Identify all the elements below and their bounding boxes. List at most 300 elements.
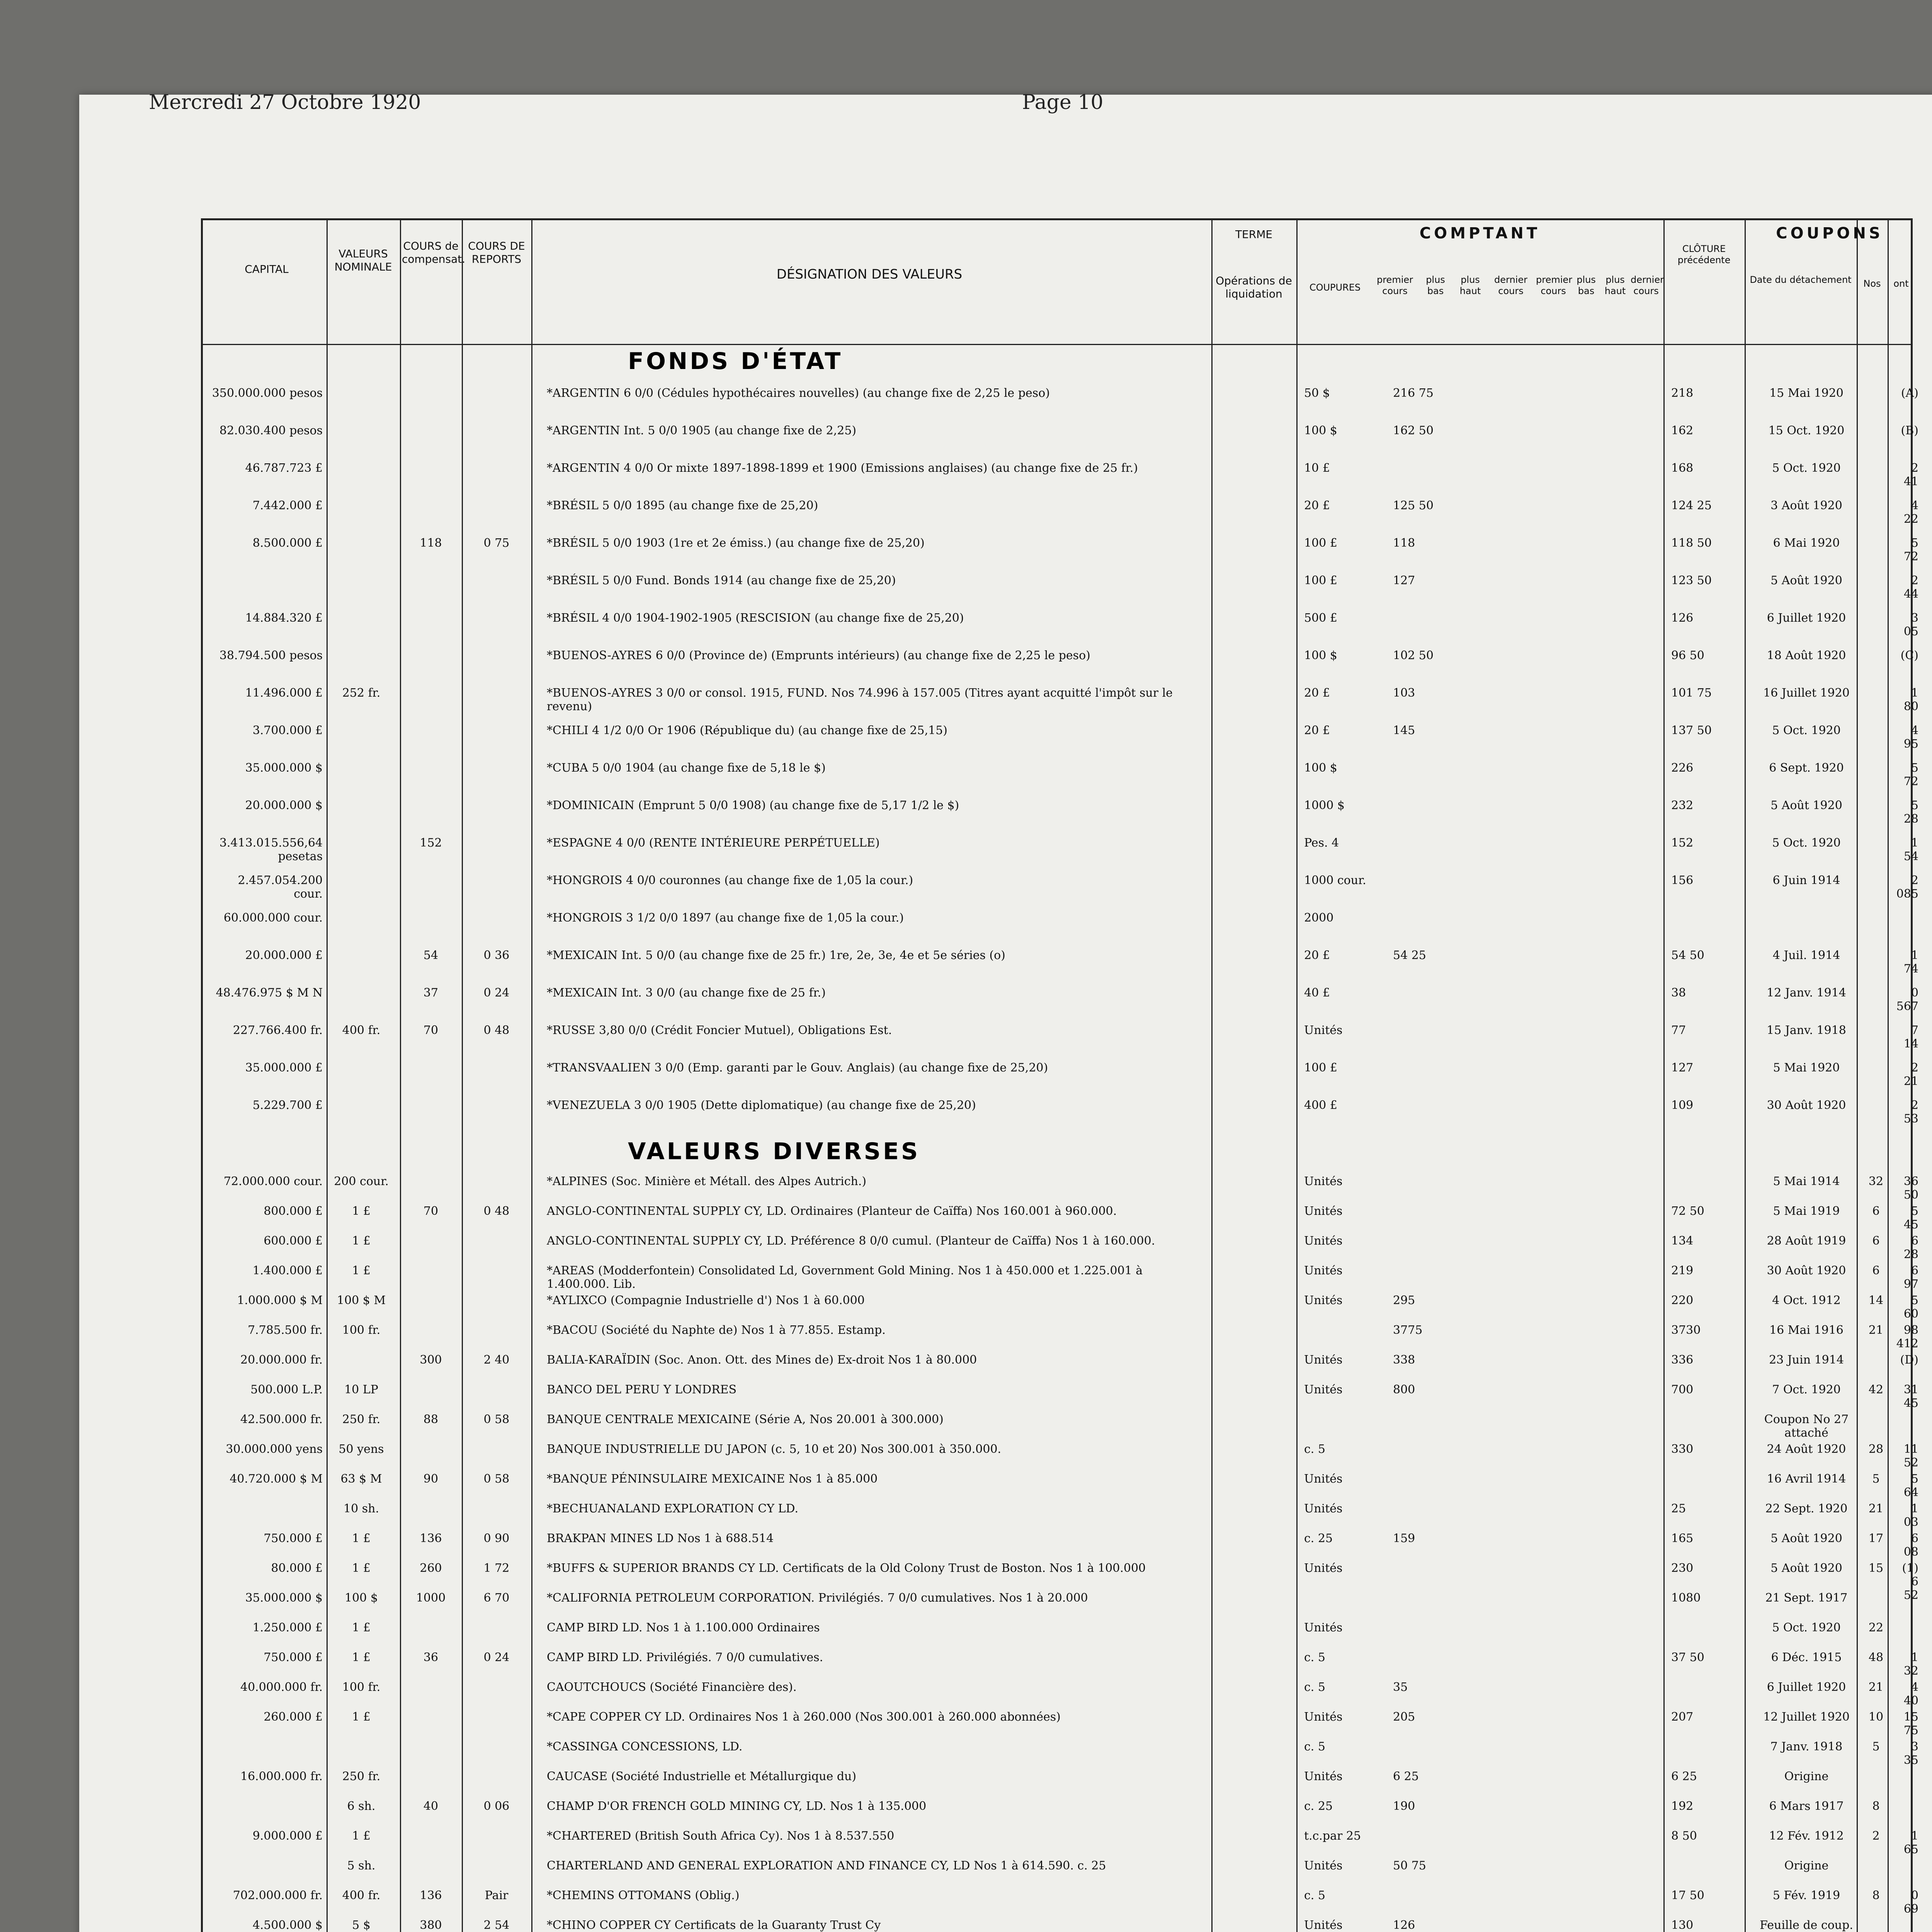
cell-cl: 152 bbox=[1671, 836, 1694, 850]
cell-cou: 50 $ bbox=[1304, 386, 1330, 400]
cell-nom: 5 $ bbox=[352, 1918, 371, 1932]
issue-date: Mercredi 27 Octobre 1920 bbox=[149, 91, 421, 114]
cell-pc: 50 75 bbox=[1393, 1859, 1426, 1872]
cell-cl: 126 bbox=[1671, 611, 1694, 625]
cell-pc: 190 bbox=[1393, 1799, 1415, 1813]
cell-cou: Pes. 4 bbox=[1304, 836, 1339, 850]
cell-cou: Unités bbox=[1304, 1561, 1343, 1575]
cell-nn: 14 bbox=[1868, 1294, 1884, 1307]
cell-nom: 50 yens bbox=[338, 1442, 384, 1456]
table-row bbox=[203, 1264, 1918, 1295]
table-row bbox=[203, 986, 1918, 1017]
cell-cr: 2 40 bbox=[483, 1353, 510, 1367]
col-dernier-cours: dernier cours bbox=[1494, 274, 1527, 296]
cell-cl: 226 bbox=[1671, 761, 1694, 775]
cell-cou: t.c.par 25 bbox=[1304, 1829, 1361, 1843]
cell-pc: 145 bbox=[1393, 724, 1415, 737]
cell-dt: 7 Janv. 1918 bbox=[1770, 1740, 1843, 1753]
cell-des: *AYLIXCO (Compagnie Industrielle d') Nos 1 à 60.000 bbox=[547, 1294, 865, 1307]
cell-cou: c. 5 bbox=[1304, 1442, 1325, 1456]
cell-nom: 63 $ M bbox=[340, 1472, 382, 1486]
cell-nn: 22 bbox=[1868, 1621, 1884, 1634]
cell-des: *CHARTERED (British South Africa Cy). Nos 1 à 8.537.550 bbox=[547, 1829, 895, 1843]
cell-des: *BRÉSIL 5 0/0 1895 (au change fixe de 25,20) bbox=[547, 499, 818, 512]
cell-cl: 38 bbox=[1671, 986, 1686, 1000]
table-row bbox=[203, 1323, 1918, 1354]
cell-nn: 48 bbox=[1868, 1651, 1884, 1664]
cell-dt: 30 Août 1920 bbox=[1767, 1099, 1846, 1112]
cell-cou: Unités bbox=[1304, 1770, 1343, 1783]
cell-nom: 100 $ M bbox=[337, 1294, 386, 1307]
cell-nn: 8 bbox=[1872, 1889, 1880, 1902]
cell-des: *ALPINES (Soc. Minière et Métall. des Alpes Autrich.) bbox=[547, 1175, 867, 1188]
cell-cc: 37 bbox=[423, 986, 439, 1000]
cell-des: *BECHUANALAND EXPLORATION CY LD. bbox=[547, 1502, 798, 1515]
cell-cr: 0 24 bbox=[483, 986, 510, 1000]
cell-mt: 36 50 bbox=[1903, 1175, 1918, 1202]
cell-mt: 5 60 bbox=[1903, 1294, 1918, 1321]
cell-cap: 600.000 £ bbox=[264, 1234, 323, 1248]
cell-nom: 1 £ bbox=[352, 1532, 371, 1545]
cell-cap: 40.720.000 $ M bbox=[230, 1472, 323, 1486]
cell-cap: 46.787.723 £ bbox=[245, 461, 323, 475]
cell-nom: 6 sh. bbox=[347, 1799, 376, 1813]
cell-cc: 118 bbox=[420, 536, 442, 550]
cell-cap: 35.000.000 $ bbox=[245, 761, 323, 775]
cell-des: *CHEMINS OTTOMANS (Oblig.) bbox=[547, 1889, 740, 1902]
cell-dt: 5 Fév. 1919 bbox=[1772, 1889, 1840, 1902]
cell-pc: 125 50 bbox=[1393, 499, 1434, 512]
cell-cap: 8.500.000 £ bbox=[252, 536, 323, 550]
cell-dt: 12 Fév. 1912 bbox=[1769, 1829, 1844, 1843]
table-row bbox=[203, 536, 1918, 567]
cell-cap: 350.000.000 pesos bbox=[212, 386, 323, 400]
cell-nom: 5 sh. bbox=[347, 1859, 376, 1872]
cell-cl: 156 bbox=[1671, 874, 1694, 887]
cell-cr: 0 58 bbox=[483, 1413, 510, 1426]
cell-cl: 218 bbox=[1671, 386, 1694, 400]
cell-cou: 1000 $ bbox=[1304, 799, 1345, 812]
cell-cl: 192 bbox=[1671, 1799, 1694, 1813]
table-row bbox=[203, 386, 1918, 417]
table-row bbox=[203, 1502, 1918, 1533]
cell-cl: 72 50 bbox=[1671, 1204, 1704, 1218]
cell-cou: 100 $ bbox=[1304, 424, 1337, 437]
cell-dt: 22 Sept. 1920 bbox=[1765, 1502, 1848, 1515]
cell-cou: 100 £ bbox=[1304, 1061, 1337, 1075]
cell-dt: 4 Oct. 1912 bbox=[1772, 1294, 1841, 1307]
cell-pc: 800 bbox=[1393, 1383, 1415, 1396]
cell-dt: 12 Juillet 1920 bbox=[1763, 1710, 1850, 1724]
cell-dt: 5 Oct. 1920 bbox=[1772, 1621, 1841, 1634]
cell-dt: 12 Janv. 1914 bbox=[1767, 986, 1846, 1000]
cell-dt: 6 Déc. 1915 bbox=[1771, 1651, 1842, 1664]
table-row bbox=[203, 911, 1911, 942]
col-capital: CAPITAL bbox=[245, 263, 289, 276]
cell-dt: 5 Mai 1919 bbox=[1773, 1204, 1840, 1218]
cell-des: BANQUE INDUSTRIELLE DU JAPON (c. 5, 10 et 20) Nos 300.001 à 350.000. bbox=[547, 1442, 1002, 1456]
header-divider bbox=[203, 344, 1911, 345]
table-row bbox=[203, 611, 1918, 642]
cell-mt: 2 41 bbox=[1903, 461, 1918, 488]
cell-cou: 100 $ bbox=[1304, 761, 1337, 775]
col-dernier-cours-2: dernier cours bbox=[1631, 274, 1664, 296]
table-row bbox=[203, 1204, 1918, 1235]
cell-cou: 40 £ bbox=[1304, 986, 1330, 1000]
col-coupures: COUPURES bbox=[1309, 282, 1361, 293]
table-row bbox=[203, 1383, 1918, 1414]
cell-mt: 15 75 bbox=[1903, 1710, 1918, 1737]
cell-cr: Pair bbox=[485, 1889, 509, 1902]
col-operations: Opérations de liquidation bbox=[1216, 274, 1292, 300]
table-row bbox=[203, 1472, 1918, 1503]
cell-dt: 28 Août 1919 bbox=[1767, 1234, 1846, 1248]
cell-cap: 3.413.015.556,64 pesetas bbox=[219, 836, 323, 863]
cell-nom: 1 £ bbox=[352, 1264, 371, 1277]
cell-cc: 90 bbox=[423, 1472, 439, 1486]
cell-cap: 16.000.000 fr. bbox=[240, 1770, 323, 1783]
cell-des: *HONGROIS 4 0/0 couronnes (au change fixe de 1,05 la cour.) bbox=[547, 874, 913, 887]
cell-dt: 15 Mai 1920 bbox=[1769, 386, 1844, 400]
cell-nom: 1 £ bbox=[352, 1561, 371, 1575]
cell-mt: 5 72 bbox=[1903, 536, 1918, 563]
cell-pc: 118 bbox=[1393, 536, 1415, 550]
table-row bbox=[203, 1829, 1918, 1860]
cell-cr: 2 54 bbox=[483, 1918, 510, 1932]
cell-nom: 200 cour. bbox=[334, 1175, 389, 1188]
cell-mt: 2 085 bbox=[1896, 874, 1918, 901]
cell-dt: 21 Sept. 1917 bbox=[1765, 1591, 1848, 1605]
table-row bbox=[203, 1591, 1911, 1622]
cell-cc: 54 bbox=[423, 949, 439, 962]
col-cours-reports: COURS DE REPORTS bbox=[468, 240, 525, 265]
cell-mt: 7 14 bbox=[1903, 1024, 1918, 1051]
cell-des: *ESPAGNE 4 0/0 (RENTE INTÉRIEURE PERPÉTUELLE) bbox=[547, 836, 880, 850]
table-row bbox=[203, 1061, 1918, 1092]
cell-cl: 336 bbox=[1671, 1353, 1694, 1367]
cell-cou: c. 25 bbox=[1304, 1799, 1333, 1813]
cell-mt: 1 80 bbox=[1903, 686, 1918, 713]
cell-des: ANGLO-CONTINENTAL SUPPLY CY, LD. Préférence 8 0/0 cumul. (Planteur de Caïffa) Nos 1 à 160.000. bbox=[547, 1234, 1155, 1248]
cell-dt: Origine bbox=[1784, 1859, 1829, 1872]
table-row bbox=[203, 1799, 1911, 1830]
cell-cr: 0 24 bbox=[483, 1651, 510, 1664]
table-row bbox=[203, 1710, 1918, 1741]
table-row bbox=[203, 874, 1918, 905]
table-row bbox=[203, 649, 1918, 680]
cell-pc: 103 bbox=[1393, 686, 1415, 700]
cell-dt: 5 Oct. 1920 bbox=[1772, 724, 1841, 737]
cell-cc: 152 bbox=[420, 836, 442, 850]
cell-cc: 136 bbox=[420, 1532, 442, 1545]
cell-cap: 750.000 £ bbox=[264, 1532, 323, 1545]
cell-cl: 101 75 bbox=[1671, 686, 1712, 700]
cell-cc: 70 bbox=[423, 1204, 439, 1218]
col-cours-compensat: COURS de compensat. bbox=[402, 240, 466, 265]
cell-cap: 800.000 £ bbox=[264, 1204, 323, 1218]
cell-cap: 82.030.400 pesos bbox=[219, 424, 323, 437]
cell-dt: 5 Août 1920 bbox=[1770, 1561, 1842, 1575]
cell-cl: 37 50 bbox=[1671, 1651, 1704, 1664]
cell-dt: 6 Juillet 1920 bbox=[1767, 1680, 1846, 1694]
cell-cr: 0 75 bbox=[483, 536, 510, 550]
cell-des: BANQUE CENTRALE MEXICAINE (Série A, Nos 20.001 à 300.000) bbox=[547, 1413, 944, 1426]
cell-dt: 5 Mai 1920 bbox=[1773, 1061, 1840, 1075]
cell-nn: 2 bbox=[1872, 1829, 1880, 1843]
cell-dt: 4 Juil. 1914 bbox=[1772, 949, 1840, 962]
cell-des: CAMP BIRD LD. Nos 1 à 1.100.000 Ordinaires bbox=[547, 1621, 820, 1634]
cell-cap: 20.000.000 £ bbox=[245, 949, 323, 962]
cell-nn: 10 bbox=[1868, 1710, 1884, 1724]
cell-des: *BUENOS-AYRES 6 0/0 (Province de) (Emprunts intérieurs) (au change fixe de 2,25 le peso) bbox=[547, 649, 1090, 662]
cell-cou: c. 5 bbox=[1304, 1740, 1325, 1753]
cell-cou: 20 £ bbox=[1304, 949, 1330, 962]
cell-pc: 205 bbox=[1393, 1710, 1415, 1724]
cell-dt: Coupon No 27 attaché bbox=[1764, 1413, 1849, 1440]
cell-cap: 260.000 £ bbox=[264, 1710, 323, 1724]
cell-cap: 1.250.000 £ bbox=[252, 1621, 323, 1634]
cell-des: *CALIFORNIA PETROLEUM CORPORATION. Privilégiés. 7 0/0 cumulatives. Nos 1 à 20.000 bbox=[547, 1591, 1088, 1605]
cell-cou: 100 £ bbox=[1304, 536, 1337, 550]
cell-dt: 15 Janv. 1918 bbox=[1767, 1024, 1846, 1037]
cell-cap: 7.442.000 £ bbox=[252, 499, 323, 512]
cell-cap: 60.000.000 cour. bbox=[223, 911, 323, 925]
table-row bbox=[203, 949, 1918, 980]
table-row bbox=[203, 1918, 1911, 1932]
cell-nn: 15 bbox=[1868, 1561, 1884, 1575]
cell-cc: 136 bbox=[420, 1889, 442, 1902]
cell-cl: 8 50 bbox=[1671, 1829, 1697, 1843]
cell-cl: 96 50 bbox=[1671, 649, 1704, 662]
cell-cou: c. 5 bbox=[1304, 1651, 1325, 1664]
cell-pc: 216 75 bbox=[1393, 386, 1434, 400]
cell-dt: 5 Oct. 1920 bbox=[1772, 836, 1841, 850]
cell-nom: 400 fr. bbox=[342, 1889, 381, 1902]
cell-cap: 1.000.000 $ M bbox=[237, 1294, 323, 1307]
cell-des: BALIA-KARAÏDIN (Soc. Anon. Ott. des Mines de) Ex-droit Nos 1 à 80.000 bbox=[547, 1353, 977, 1367]
cell-des: *ARGENTIN 4 0/0 Or mixte 1897-1898-1899 et 1900 (Emissions anglaises) (au change fixe de 25 fr.) bbox=[547, 461, 1138, 475]
cell-cap: 702.000.000 fr. bbox=[233, 1889, 323, 1902]
cell-des: CHARTERLAND AND GENERAL EXPLORATION AND FINANCE CY, LD Nos 1 à 614.590. c. 25 bbox=[547, 1859, 1106, 1872]
cell-mt: 98 412 bbox=[1896, 1323, 1918, 1350]
cell-dt: 5 Août 1920 bbox=[1770, 799, 1842, 812]
cell-nom: 400 fr. bbox=[342, 1024, 381, 1037]
cell-cou: Unités bbox=[1304, 1024, 1343, 1037]
table-row bbox=[203, 686, 1918, 717]
cell-cap: 1.400.000 £ bbox=[252, 1264, 323, 1277]
table-row bbox=[203, 499, 1918, 530]
cell-cou: Unités bbox=[1304, 1353, 1343, 1367]
cell-nom: 1 £ bbox=[352, 1651, 371, 1664]
cell-nom: 252 fr. bbox=[342, 686, 381, 700]
cell-dt: 6 Juillet 1920 bbox=[1767, 611, 1846, 625]
cell-des: *CHINO COPPER CY Certificats de la Guaranty Trust Cy bbox=[547, 1918, 881, 1932]
cell-nom: 250 fr. bbox=[342, 1413, 381, 1426]
cell-nn: 21 bbox=[1868, 1323, 1884, 1337]
cell-nn: 28 bbox=[1868, 1442, 1884, 1456]
table-row bbox=[203, 1442, 1918, 1473]
cell-mt: 6 28 bbox=[1903, 1234, 1918, 1261]
cell-cou: 10 £ bbox=[1304, 461, 1330, 475]
page-number: Page 10 bbox=[1022, 91, 1104, 114]
cell-des: *BRÉSIL 5 0/0 1903 (1re et 2e émiss.) (au change fixe de 25,20) bbox=[547, 536, 925, 550]
cell-nn: 32 bbox=[1868, 1175, 1884, 1188]
table-row bbox=[203, 1294, 1918, 1325]
cell-des: *BUFFS & SUPERIOR BRANDS CY LD. Certificats de la Old Colony Trust de Boston. Nos 1 à 100.000 bbox=[547, 1561, 1146, 1575]
cell-mt: 0 567 bbox=[1896, 986, 1918, 1013]
cell-des: *BRÉSIL 4 0/0 1904-1902-1905 (RESCISION (au change fixe de 25,20) bbox=[547, 611, 964, 625]
cell-des: *VENEZUELA 3 0/0 1905 (Dette diplomatique) (au change fixe de 25,20) bbox=[547, 1099, 976, 1112]
cell-pc: 126 bbox=[1393, 1918, 1415, 1932]
cell-des: ANGLO-CONTINENTAL SUPPLY CY, LD. Ordinaires (Planteur de Caïffa) Nos 160.001 à 960.000. bbox=[547, 1204, 1117, 1218]
cell-pc: 3775 bbox=[1393, 1323, 1423, 1337]
cell-pc: 35 bbox=[1393, 1680, 1408, 1694]
quotation-table bbox=[201, 218, 1918, 1932]
cell-cr: 0 48 bbox=[483, 1204, 510, 1218]
cell-mt: 1 74 bbox=[1903, 949, 1918, 976]
cell-dt: 24 Août 1920 bbox=[1767, 1442, 1846, 1456]
cell-des: *TRANSVAALIEN 3 0/0 (Emp. garanti par le Gouv. Anglais) (au change fixe de 25,20) bbox=[547, 1061, 1048, 1075]
cell-cou: Unités bbox=[1304, 1383, 1343, 1396]
cell-cl: 130 bbox=[1671, 1918, 1694, 1932]
cell-nom: 250 fr. bbox=[342, 1770, 381, 1783]
cell-cap: 227.766.400 fr. bbox=[233, 1024, 323, 1037]
table-row bbox=[203, 1770, 1911, 1801]
cell-cl: 168 bbox=[1671, 461, 1694, 475]
cell-dt: 5 Mai 1914 bbox=[1773, 1175, 1840, 1188]
cell-cl: 54 50 bbox=[1671, 949, 1704, 962]
cell-cl: 137 50 bbox=[1671, 724, 1712, 737]
cell-des: *ARGENTIN Int. 5 0/0 1905 (au change fixe de 2,25) bbox=[547, 424, 857, 437]
cell-cl: 162 bbox=[1671, 424, 1694, 437]
cell-nom: 100 fr. bbox=[342, 1680, 381, 1694]
cell-pc: 295 bbox=[1393, 1294, 1415, 1307]
cell-des: BANCO DEL PERU Y LONDRES bbox=[547, 1383, 737, 1396]
cell-cou: Unités bbox=[1304, 1859, 1343, 1872]
cell-dt: 23 Juin 1914 bbox=[1769, 1353, 1844, 1367]
cell-pc: 159 bbox=[1393, 1532, 1415, 1545]
cell-cc: 40 bbox=[423, 1799, 439, 1813]
cell-cl: 207 bbox=[1671, 1710, 1694, 1724]
cell-nom: 10 sh. bbox=[344, 1502, 379, 1515]
col-plus-bas-2: plus bas bbox=[1577, 274, 1596, 296]
cell-des: *AREAS (Modderfontein) Consolidated Ld, Government Gold Mining. Nos 1 à 450.000 et 1.225.001 à 1.400.000. Lib. bbox=[547, 1264, 1143, 1291]
cell-cou: Unités bbox=[1304, 1621, 1343, 1634]
cell-nom: 1 £ bbox=[352, 1234, 371, 1248]
cell-nom: 1 £ bbox=[352, 1710, 371, 1724]
cell-mt: 3 05 bbox=[1903, 611, 1918, 638]
cell-cou: 400 £ bbox=[1304, 1099, 1337, 1112]
cell-cl: 165 bbox=[1671, 1532, 1694, 1545]
cell-mt: (C) bbox=[1900, 649, 1918, 662]
cell-cl: 700 bbox=[1671, 1383, 1694, 1396]
cell-cou: Unités bbox=[1304, 1234, 1343, 1248]
cell-dt: 16 Avril 1914 bbox=[1767, 1472, 1846, 1486]
cell-des: *CUBA 5 0/0 1904 (au change fixe de 5,18 le $) bbox=[547, 761, 826, 775]
cell-dt: 15 Oct. 1920 bbox=[1768, 424, 1845, 437]
cell-cl: 1080 bbox=[1671, 1591, 1701, 1605]
cell-cap: 38.794.500 pesos bbox=[219, 649, 323, 662]
cell-cap: 80.000 £ bbox=[271, 1561, 323, 1575]
cell-nom: 1 £ bbox=[352, 1204, 371, 1218]
cell-cap: 2.457.054.200 cour. bbox=[238, 874, 323, 901]
cell-des: CAUCASE (Société Industrielle et Métallurgique du) bbox=[547, 1770, 857, 1783]
cell-cl: 109 bbox=[1671, 1099, 1694, 1112]
cell-nn: 17 bbox=[1868, 1532, 1884, 1545]
cell-cap: 42.500.000 fr. bbox=[240, 1413, 323, 1426]
cell-nn: 21 bbox=[1868, 1680, 1884, 1694]
cell-mt: 6 08 bbox=[1903, 1532, 1918, 1559]
cell-dt: 5 Août 1920 bbox=[1770, 1532, 1842, 1545]
cell-cl: 25 bbox=[1671, 1502, 1686, 1515]
cell-mt: (B) bbox=[1901, 424, 1918, 437]
cell-mt: (D) bbox=[1900, 1353, 1918, 1367]
cell-des: *CHILI 4 1/2 0/0 Or 1906 (République du) (au change fixe de 25,15) bbox=[547, 724, 948, 737]
cell-cap: 40.000.000 fr. bbox=[240, 1680, 323, 1694]
cell-mt: 1 65 bbox=[1903, 1829, 1918, 1856]
cell-mt: 2 21 bbox=[1903, 1061, 1918, 1088]
cell-pc: 102 50 bbox=[1393, 649, 1434, 662]
cell-cap: 30.000.000 yens bbox=[226, 1442, 323, 1456]
cell-cc: 300 bbox=[420, 1353, 442, 1367]
cell-cap: 20.000.000 $ bbox=[245, 799, 323, 812]
cell-cou: 20 £ bbox=[1304, 724, 1330, 737]
table-row bbox=[203, 1621, 1911, 1652]
cell-nn: 8 bbox=[1872, 1799, 1880, 1813]
cell-mt: 0 69 bbox=[1903, 1889, 1918, 1916]
table-row bbox=[203, 1175, 1918, 1206]
cell-mt: 1 03 bbox=[1903, 1502, 1918, 1529]
cell-cap: 72.000.000 cour. bbox=[223, 1175, 323, 1188]
cell-dt: 5 Oct. 1920 bbox=[1772, 461, 1841, 475]
cell-cr: 6 70 bbox=[483, 1591, 510, 1605]
cell-dt: 16 Juillet 1920 bbox=[1763, 686, 1850, 700]
cell-cou: 100 $ bbox=[1304, 649, 1337, 662]
cell-cap: 3.700.000 £ bbox=[252, 724, 323, 737]
cell-pc: 54 25 bbox=[1393, 949, 1426, 962]
cell-cl: 127 bbox=[1671, 1061, 1694, 1075]
cell-cou: 20 £ bbox=[1304, 499, 1330, 512]
table-row bbox=[203, 1234, 1918, 1265]
cell-dt: Feuille de coup. bbox=[1760, 1918, 1853, 1932]
cell-mt: 1 32 bbox=[1903, 1651, 1918, 1678]
cell-mt: 4 40 bbox=[1903, 1680, 1918, 1708]
cell-pc: 6 25 bbox=[1393, 1770, 1419, 1783]
col-cloture: CLÔTURE précédente bbox=[1677, 243, 1731, 265]
cell-cou: Unités bbox=[1304, 1294, 1343, 1307]
cell-nn: 6 bbox=[1872, 1204, 1880, 1218]
cell-mt: 5 28 bbox=[1903, 799, 1918, 826]
cell-cl: 232 bbox=[1671, 799, 1694, 812]
cell-cl: 17 50 bbox=[1671, 1889, 1704, 1902]
cell-mt: 31 45 bbox=[1903, 1383, 1918, 1410]
cell-cc: 70 bbox=[423, 1024, 439, 1037]
cell-cap: 35.000.000 $ bbox=[245, 1591, 323, 1605]
cell-nom: 100 fr. bbox=[342, 1323, 381, 1337]
cell-mt: 2 53 bbox=[1903, 1099, 1918, 1126]
cell-cl: 118 50 bbox=[1671, 536, 1712, 550]
cell-nom: 1 £ bbox=[352, 1829, 371, 1843]
cell-dt: 30 Août 1920 bbox=[1767, 1264, 1846, 1277]
cell-des: *MEXICAIN Int. 5 0/0 (au change fixe de 25 fr.) 1re, 2e, 3e, 4e et 5e séries (o) bbox=[547, 949, 1005, 962]
cell-mt: 5 64 bbox=[1903, 1472, 1918, 1499]
cell-cap: 48.476.975 $ M N bbox=[216, 986, 323, 1000]
cell-cou: Unités bbox=[1304, 1918, 1343, 1932]
cell-cr: 0 06 bbox=[483, 1799, 510, 1813]
cell-des: *BRÉSIL 5 0/0 Fund. Bonds 1914 (au change fixe de 25,20) bbox=[547, 574, 896, 587]
cell-cl: 124 25 bbox=[1671, 499, 1712, 512]
cell-mt: (1) 6 52 bbox=[1902, 1561, 1918, 1602]
